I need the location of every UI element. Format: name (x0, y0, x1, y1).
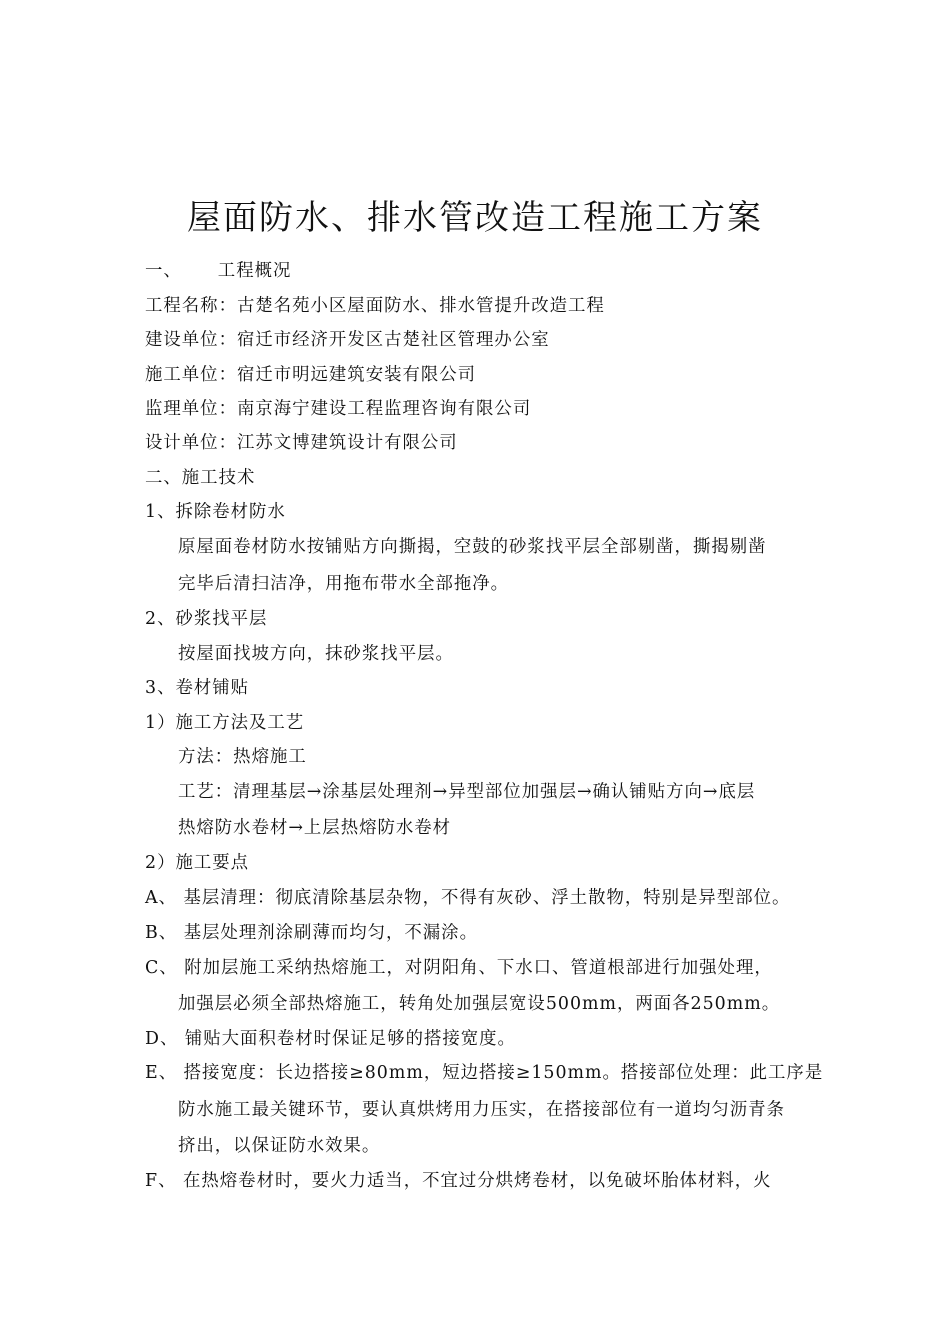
point-text: 附加层施工采纳热熔施工，对阴阳角、下水口、管道根部进行加强处理， (184, 958, 773, 978)
point-c (145, 956, 773, 980)
point-label: B、 (145, 923, 178, 943)
supervisor-line: 监理单位：南京海宁建设工程监理咨询有限公司 (145, 399, 532, 419)
document-title: 屋面防水、排水管改造工程施工方案 (187, 198, 763, 238)
point-text: 搭接宽度：长边搭接≥80mm，短边搭接≥150mm。搭接部位处理：此工序是 (183, 1063, 824, 1083)
point-e-line2: 防水施工最关键环节，要认真烘烤用力压实，在搭接部位有一道均匀沥青条 (178, 1100, 785, 1120)
point-c-line2: 加强层必须全部热熔施工，转角处加强层宽设500mm，两面各250mm。 (178, 994, 781, 1014)
item1-paragraph-line2: 完毕后清扫洁净，用拖布带水全部拖净。 (178, 574, 510, 594)
owner-line: 建设单位：宿迁市经济开发区古楚社区管理办公室 (145, 330, 550, 350)
point-e-line3: 挤出，以保证防水效果。 (178, 1136, 381, 1156)
item3-sub1-heading: 1）施工方法及工艺 (145, 713, 305, 733)
method-line: 方法：热熔施工 (178, 747, 307, 767)
section-title: 工程概况 (217, 261, 292, 281)
section-heading-technique: 二、施工技术 (145, 468, 256, 488)
point-label: D、 (145, 1029, 179, 1049)
item2-heading: 2、砂浆找平层 (145, 609, 268, 629)
point-a (145, 886, 790, 910)
item1-heading: 1、拆除卷材防水 (145, 502, 286, 522)
project-name-line: 工程名称：古楚名苑小区屋面防水、排水管提升改造工程 (145, 296, 605, 316)
item3-heading: 3、卷材铺贴 (145, 678, 250, 698)
point-text: 基层清理：彻底清除基层杂物，不得有灰砂、浮土散物，特别是异型部位。 (183, 888, 791, 908)
point-label: A、 (145, 888, 177, 908)
designer-line: 设计单位：江苏文博建筑设计有限公司 (145, 433, 458, 453)
item2-paragraph-line1: 按屋面找坡方向，抹砂浆找平层。 (178, 644, 454, 664)
point-text: 基层处理剂涂刷薄而均匀，不漏涂。 (183, 923, 478, 943)
process-line2: 热熔防水卷材→上层热熔防水卷材 (178, 818, 452, 838)
point-label: E、 (145, 1063, 178, 1083)
section-heading-overview (145, 259, 291, 283)
point-text: 在热熔卷材时，要火力适当，不宜过分烘烤卷材，以免破坏胎体材料，火 (183, 1171, 772, 1191)
contractor-line: 施工单位：宿迁市明远建筑安装有限公司 (145, 365, 477, 385)
point-label: F、 (145, 1171, 177, 1191)
item3-sub2-heading: 2）施工要点 (145, 853, 250, 873)
item1-paragraph-line1: 原屋面卷材防水按铺贴方向撕揭，空鼓的砂浆找平层全部剔凿，撕揭剔凿 (178, 537, 767, 557)
section-number: 一、 (145, 261, 182, 281)
point-f (145, 1169, 772, 1193)
point-text: 铺贴大面积卷材时保证足够的搭接宽度。 (184, 1029, 516, 1049)
point-d (145, 1027, 516, 1051)
point-b (145, 921, 478, 945)
point-e (145, 1061, 823, 1085)
process-line1: 工艺：清理基层→涂基层处理剂→异型部位加强层→确认铺贴方向→底层 (178, 782, 756, 802)
point-label: C、 (145, 958, 178, 978)
